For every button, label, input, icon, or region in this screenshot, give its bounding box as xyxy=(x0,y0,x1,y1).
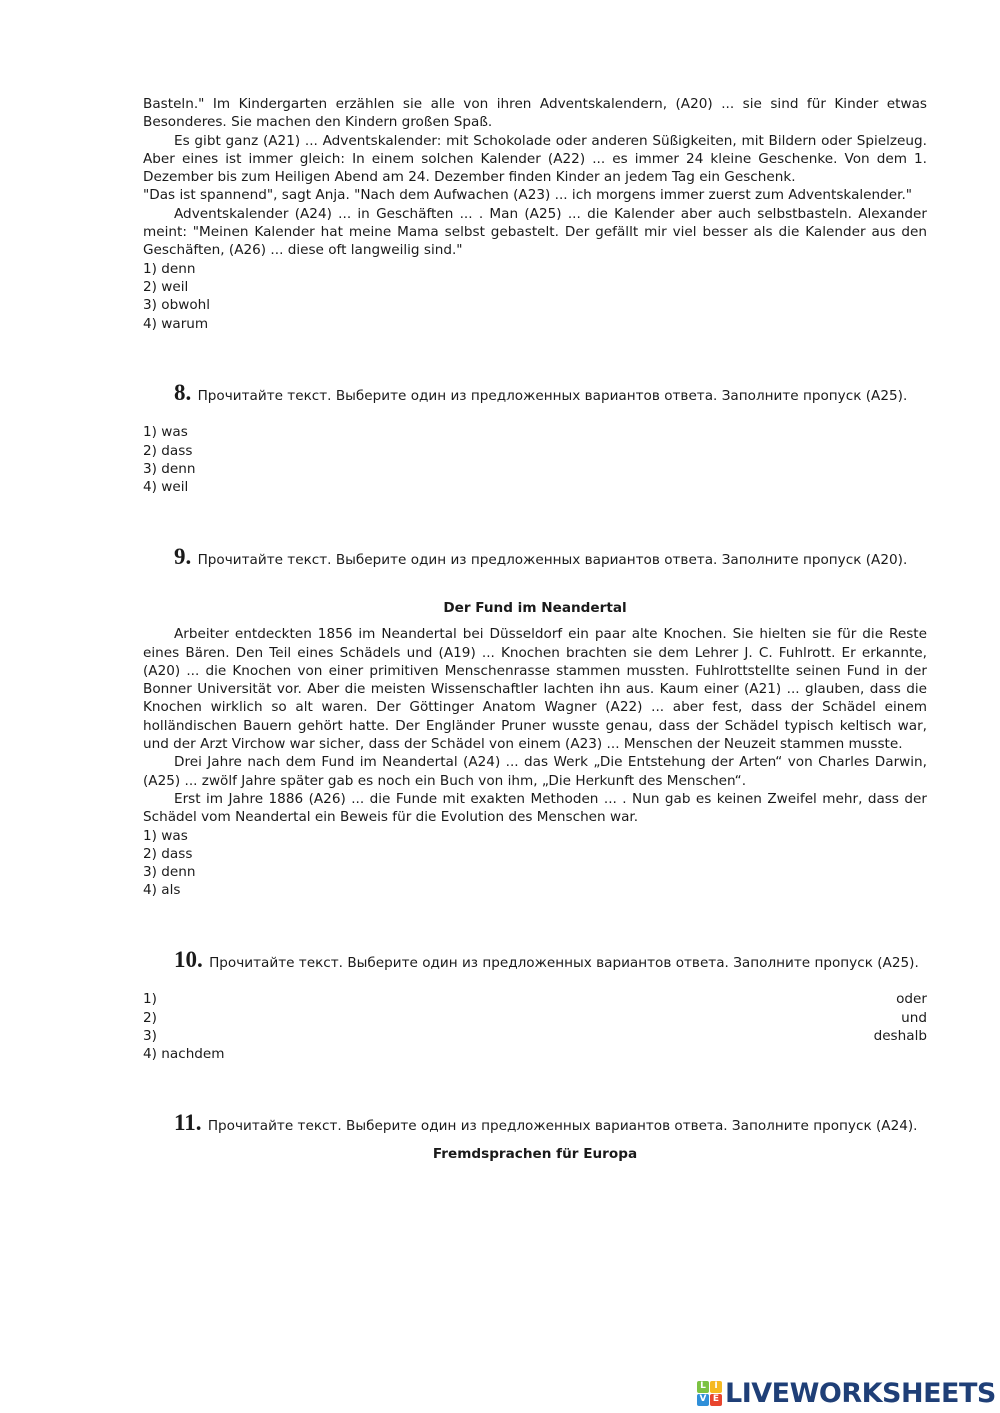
answer-option xyxy=(143,1009,927,1027)
instruction-text: Прочитайте текст. Выберите один из предложенных вариантов ответа. Заполните пропуск (A25). xyxy=(209,954,919,971)
logo-tile: E xyxy=(710,1394,722,1406)
worksheet-page xyxy=(143,95,927,1163)
logo-tile: V xyxy=(697,1394,709,1406)
answer-option: 4) warum xyxy=(143,315,209,332)
passage-paragraph: Basteln." Im Kindergarten erzählen sie alle von ihren Adventskalendern, (A20) ... sie sind für Kinder etwas Besonderes. Sie machen den Kindern großen Spaß. xyxy=(143,96,927,131)
passage-title: Fremdsprachen für Europa xyxy=(432,1145,638,1162)
logo-wordmark: LIVEWORKSHEETS xyxy=(725,1377,996,1409)
instruction-text: Прочитайте текст. Выберите один из предложенных вариантов ответа. Заполните пропуск (A25). xyxy=(197,387,908,404)
option-number: 1) xyxy=(143,991,157,1008)
passage-paragraph: "Das ist spannend", sagt Anja. "Nach dem Aufwachen (A23) ... ich morgens immer zuerst zum Adventskalender." xyxy=(143,187,913,204)
instruction-text: Прочитайте текст. Выберите один из предложенных вариантов ответа. Заполните пропуск (A24). xyxy=(207,1118,918,1135)
answer-option: 4) als xyxy=(143,882,181,899)
spacer xyxy=(143,617,927,625)
option-text: und xyxy=(901,1009,927,1026)
passage-paragraph: Erst im Jahre 1886 (A26) ... die Funde mit exakten Methoden ... . Nun gab es keinen Zweifel mehr, dass der Schädel vom Neandertal ein Beweis für die Evolution des Menschen war. xyxy=(143,790,927,826)
answer-option: 2) dass xyxy=(143,442,193,459)
instruction-text: Прочитайте текст. Выберите один из предложенных вариантов ответа. Заполните пропуск (A20). xyxy=(197,551,908,568)
logo-tile: L xyxy=(697,1381,709,1393)
passage-paragraph: Es gibt ganz (A21) ... Adventskalender: mit Schokolade oder anderen Süßigkeiten, mit Bildern oder Spielzeug. Aber eines ist immer gleich: In einem solchen Kalender (A22) ... es immer 24 kleine Geschenke. Von dem 1. Dezember bis zum Heiligen Abend am 24. Dezember finden Kinder an jedem Tag ein Geschenk. xyxy=(143,132,927,186)
liveworksheets-logo xyxy=(697,1378,996,1408)
question-8-instruction xyxy=(143,379,927,405)
spacer xyxy=(143,1136,927,1145)
option-number: 3) xyxy=(143,1027,157,1044)
passage-paragraph: Drei Jahre nach dem Fund im Neandertal (A24) ... das Werk „Die Entstehung der Arten“ von Charles Darwin, (A25) ... zwölf Jahre später gab es noch ein Buch von ihm, „Die Herkunft des Menschen“. xyxy=(143,754,927,789)
answer-option: 2) weil xyxy=(143,278,189,295)
spacer xyxy=(143,497,927,548)
question-11-instruction xyxy=(143,1110,927,1136)
answer-option: 4) nachdem xyxy=(143,1046,225,1063)
passage-paragraph: Adventskalender (A24) ... in Geschäften ... . Man (A25) ... die Kalender aber auch selbstbasteln. Alexander meint: "Meinen Kalender hat meine Mama selbst gebastelt. Der gefällt mir viel besser als die Kalender aus den Geschäften, (A26) ... diese oft langweilig sind." xyxy=(143,205,927,259)
spacer xyxy=(143,972,927,990)
logo-tile: I xyxy=(710,1381,722,1393)
answer-option xyxy=(143,1027,927,1045)
question-number: 9. xyxy=(174,543,192,569)
answer-option: 1) was xyxy=(143,827,188,844)
spacer xyxy=(143,1063,927,1114)
option-text: oder xyxy=(896,991,927,1008)
logo-tiles-icon xyxy=(697,1381,722,1406)
option-number: 2) xyxy=(143,1009,157,1026)
question-10-instruction xyxy=(143,946,927,972)
spacer xyxy=(143,569,927,599)
spacer xyxy=(143,900,927,951)
spacer xyxy=(143,333,927,384)
passage-paragraph: Arbeiter entdeckten 1856 im Neandertal bei Düsseldorf ein paar alte Knochen. Sie hielten sie für die Reste eines Bären. Den Teil eines Schädels und (A19) ... Knochen brachten sie dem Lehrer J. C. Fuhlrott. Er erkannte, (A20) ... die Knochen von einer primitiven Menschenrasse stammen mussten. Fuhlrottstellte seinen Fund in der Bonner Universität vor. Aber die meisten Wissenschaftler lachten ihn aus. Kaum einer (A21) ... glauben, dass die Knochen wirklich so alt waren. Der Göttinger Anatom Wagner (A22) ... aber fest, dass der Schädel einem holländischen Bauern gehört hatte. Der Engländer Pruner wusste genau, dass der Schädel typisch keltisch war, und der Arzt Virchow war sicher, dass der Schädel von einem (A23) ... Menschen der Neuzeit stammen musste. xyxy=(143,626,927,753)
answer-option: 3) obwohl xyxy=(143,297,211,314)
answer-option: 3) denn xyxy=(143,864,196,881)
question-number: 8. xyxy=(174,379,192,405)
option-text: deshalb xyxy=(873,1027,927,1044)
answer-option: 1) was xyxy=(143,424,188,441)
answer-option: 2) dass xyxy=(143,845,193,862)
answer-option xyxy=(143,990,927,1008)
passage-title: Der Fund im Neandertal xyxy=(443,599,627,616)
spacer xyxy=(143,405,927,423)
question-9-instruction xyxy=(143,543,927,569)
question-number: 10. xyxy=(174,946,203,972)
question-number: 11. xyxy=(174,1110,202,1136)
answer-option: 3) denn xyxy=(143,461,196,478)
answer-option: 4) weil xyxy=(143,479,189,496)
answer-option: 1) denn xyxy=(143,260,196,277)
